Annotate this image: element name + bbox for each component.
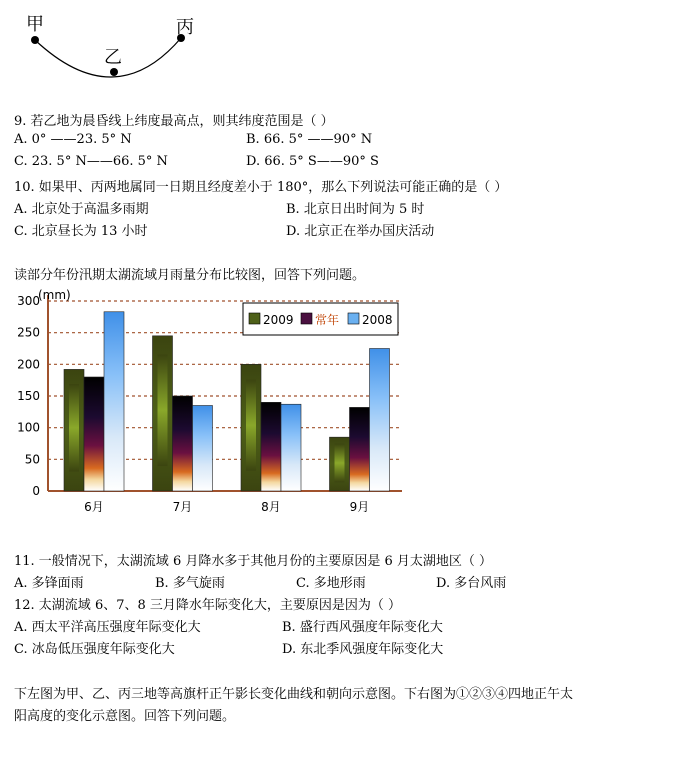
q10-option-a: A. 北京处于高温多雨期 xyxy=(14,202,149,217)
q9-option-d: D. 66. 5° S——90° S xyxy=(246,154,379,169)
q12-option-a: A. 西太平洋高压强度年际变化大 xyxy=(14,620,201,635)
y-tick-label: 250 xyxy=(17,325,40,340)
q10-option-c: C. 北京昼长为 13 小时 xyxy=(14,224,148,239)
y-tick-label: 200 xyxy=(17,357,40,372)
label-bing: 丙 xyxy=(176,17,194,38)
q10-stem: 10. 如果甲、丙两地属同一日期且经度差小于 180°，那么下列说法可能正确的是（ ） xyxy=(14,180,508,195)
chart-intro: 读部分年份汛期太湖流域月雨量分布比较图，回答下列问题。 xyxy=(14,268,366,283)
bar-highlight-8月 xyxy=(246,380,256,471)
bar-2008-6月 xyxy=(104,312,124,491)
q12-option-c: C. 冰岛低压强度年际变化大 xyxy=(14,642,175,657)
q12-stem: 12. 太湖流域 6、7、8 三月降水年际变化大，主要原因是因为（ ） xyxy=(14,598,402,613)
x-tick-label: 9月 xyxy=(349,500,370,514)
intro2-line1: 下左图为甲、乙、丙三地等高旗杆正午影长变化曲线和朝向示意图。下右图为①②③④四地正午太 xyxy=(14,687,574,702)
q11-option-b: B. 多气旋雨 xyxy=(155,576,225,591)
intro2-line2: 阳高度的变化示意图。回答下列问题。 xyxy=(14,709,236,724)
legend-swatch-2009 xyxy=(249,313,260,324)
x-tick-label: 6月 xyxy=(84,500,104,514)
q9-stem: 9. 若乙地为晨昏线上纬度最高点，则其纬度范围是（ ） xyxy=(14,114,334,129)
bar-常年-9月 xyxy=(350,407,370,491)
x-tick-label: 8月 xyxy=(261,500,281,514)
rainfall-chart xyxy=(0,285,420,525)
bar-常年-7月 xyxy=(173,396,193,491)
q9-option-a: A. 0° ——23. 5° N xyxy=(14,132,132,147)
bar-常年-6月 xyxy=(84,377,104,491)
point-yi xyxy=(110,68,118,76)
q10-option-b: B. 北京日出时间为 5 时 xyxy=(286,202,425,217)
q11-stem: 11. 一般情况下，太湖流域 6 月降水多于其他月份的主要原因是 6 月太湖地区（ ） xyxy=(14,554,493,569)
q11-option-d: D. 多台风雨 xyxy=(436,576,507,591)
bar-常年-8月 xyxy=(261,402,281,491)
bar-highlight-9月 xyxy=(335,444,345,483)
legend-label-2009: 2009 xyxy=(263,313,294,327)
q11-option-c: C. 多地形雨 xyxy=(296,576,366,591)
rainfall-chart-svg xyxy=(0,285,420,525)
q11-option-a: A. 多锋面雨 xyxy=(14,576,84,591)
label-yi: 乙 xyxy=(104,47,122,68)
q9-option-b: B. 66. 5° ——90° N xyxy=(246,132,373,147)
label-jia: 甲 xyxy=(26,14,44,35)
q9-option-c: C. 23. 5° N——66. 5° N xyxy=(14,154,168,169)
q12-option-b: B. 盛行西风强度年际变化大 xyxy=(282,620,443,635)
y-tick-label: 300 xyxy=(17,294,40,308)
x-tick-label: 7月 xyxy=(172,500,193,514)
bar-highlight-6月 xyxy=(69,384,79,472)
y-tick-label: 100 xyxy=(17,420,40,435)
legend-label-常年: 常年 xyxy=(315,313,340,327)
y-tick-label: 150 xyxy=(17,389,40,403)
bar-2008-9月 xyxy=(370,349,390,492)
legend-label-2008: 2008 xyxy=(362,313,393,327)
bar-2008-7月 xyxy=(193,406,213,492)
y-axis-label: (mm) xyxy=(38,288,71,302)
bar-2008-8月 xyxy=(281,404,301,491)
y-tick-label: 0 xyxy=(32,484,40,498)
q10-option-d: D. 北京正在举办国庆活动 xyxy=(286,224,435,239)
q12-option-d: D. 东北季风强度年际变化大 xyxy=(282,642,444,657)
legend-swatch-2008 xyxy=(348,313,359,324)
point-jia xyxy=(31,36,39,44)
legend-swatch-常年 xyxy=(301,313,312,324)
bar-highlight-7月 xyxy=(158,354,168,466)
y-tick-label: 50 xyxy=(24,452,40,467)
